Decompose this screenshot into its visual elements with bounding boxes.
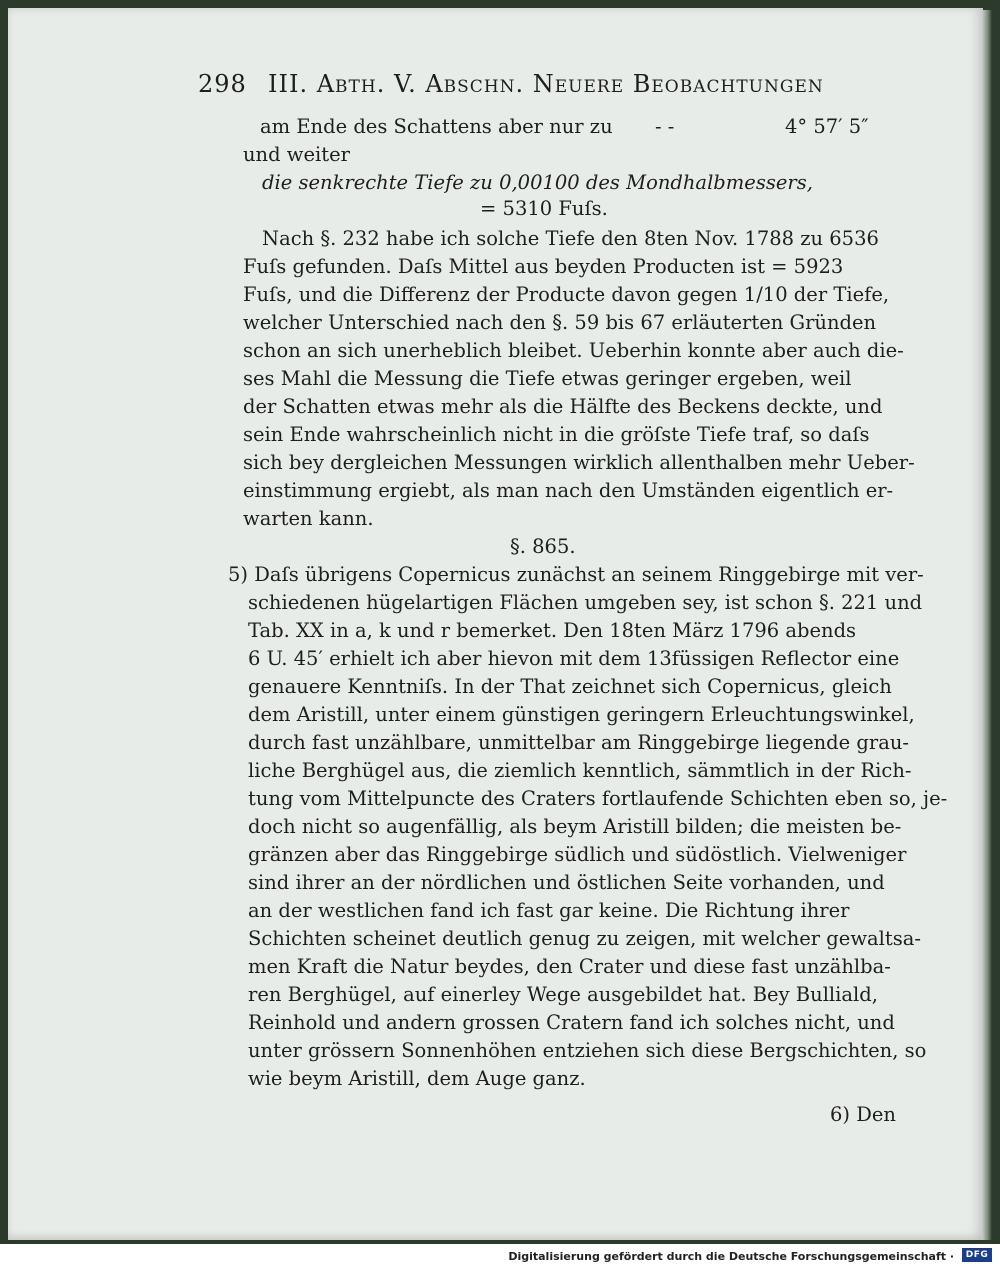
text-line-20: 6 U. 45′ erhielt ich aber hievon mit dem 13füssigen Reflector eine (248, 647, 900, 670)
page-edge (982, 10, 992, 1240)
text-line-33: Reinhold und andern grossen Cratern fand ich solches nicht, und (248, 1011, 895, 1034)
footer-caption: Digitalisierung gefördert durch die Deutsche Forschungsgemeinschaft · (508, 1250, 954, 1263)
measurement-dashes: - - (655, 115, 675, 138)
text-line-13: sich bey dergleichen Messungen wirklich allenthalben mehr Ueber- (243, 451, 915, 474)
text-line-14: einstimmung ergiebt, als man nach den Umständen eigentlich er- (243, 479, 894, 502)
text-line-7: Fuſs, und die Differenz der Producte davon gegen 1/10 der Tiefe, (243, 283, 890, 306)
catchword: 6) Den (830, 1103, 896, 1126)
text-line-1: am Ende des Schattens aber nur zu (260, 115, 613, 138)
text-line-6: Fuſs gefunden. Daſs Mittel aus beyden Producten ist = 5923 (243, 255, 844, 278)
text-line-22: dem Aristill, unter einem günstigen geringern Erleuchtungswinkel, (248, 703, 915, 726)
dfg-logo: DFG (962, 1248, 992, 1262)
text-line-5: Nach §. 232 habe ich solche Tiefe den 8ten Nov. 1788 zu 6536 (262, 227, 879, 250)
text-line-29: an der westlichen fand ich fast gar keine. Die Richtung ihrer (248, 899, 850, 922)
text-line-23: durch fast unzählbare, unmittelbar am Ringgebirge liegende grau- (248, 731, 909, 754)
text-line-25: tung vom Mittelpuncte des Craters fortlaufende Schichten eben so, je- (248, 787, 948, 810)
text-line-17: 5) Daſs übrigens Copernicus zunächst an seinem Ringgebirge mit ver- (228, 563, 924, 586)
digitization-footer (0, 1244, 1000, 1268)
running-title: III. Abth. V. Abschn. Neuere Beobachtungen (268, 70, 824, 98)
text-line-21: genauere Kenntniſs. In der That zeichnet sich Copernicus, gleich (248, 675, 892, 698)
text-line-11: der Schatten etwas mehr als die Hälfte des Beckens deckte, und (243, 395, 883, 418)
text-line-4: = 5310 Fuſs. (480, 197, 608, 220)
text-line-8: welcher Unterschied nach den §. 59 bis 67 erläuterten Gründen (243, 311, 877, 334)
measurement-value: 4° 57′ 5″ (785, 115, 869, 138)
text-line-3: die senkrechte Tiefe zu 0,00100 des Mondhalbmessers, (262, 171, 813, 194)
text-line-10: ses Mahl die Messung die Tiefe etwas geringer ergeben, weil (243, 367, 852, 390)
running-header (198, 70, 824, 98)
text-line-26: doch nicht so augenfällig, als beym Aristill bilden; die meisten be- (248, 815, 902, 838)
text-line-18: schiedenen hügelartigen Flächen umgeben sey, ist schon §. 221 und (248, 591, 923, 614)
text-line-9: schon an sich unerheblich bleibet. Ueberhin konnte aber auch die- (243, 339, 904, 362)
text-line-28: sind ihrer an der nördlichen und östlichen Seite vorhanden, und (248, 871, 885, 894)
text-line-35: wie beym Aristill, dem Auge ganz. (248, 1067, 586, 1090)
text-line-24: liche Berghügel aus, die ziemlich kenntlich, sämmtlich in der Rich- (248, 759, 912, 782)
text-line-34: unter grössern Sonnenhöhen entziehen sich diese Bergschichten, so (248, 1039, 927, 1062)
text-line-31: men Kraft die Natur beydes, den Crater und diese fast unzählba- (248, 955, 891, 978)
text-line-2: und weiter (243, 143, 350, 166)
section-heading: §. 865. (510, 535, 576, 558)
text-line-27: gränzen aber das Ringgebirge südlich und südöstlich. Vielweniger (248, 843, 907, 866)
text-line-30: Schichten scheinet deutlich genug zu zeigen, mit welcher gewaltsa- (248, 927, 921, 950)
text-line-32: ren Berghügel, auf einerley Wege ausgebildet hat. Bey Bulliald, (248, 983, 878, 1006)
text-line-19: Tab. XX in a, k und r bemerket. Den 18ten März 1796 abends (248, 619, 857, 642)
text-line-12: sein Ende wahrscheinlich nicht in die gröſste Tiefe traf, so daſs (243, 423, 870, 446)
page-number: 298 (198, 70, 247, 98)
text-line-15: warten kann. (243, 507, 374, 530)
